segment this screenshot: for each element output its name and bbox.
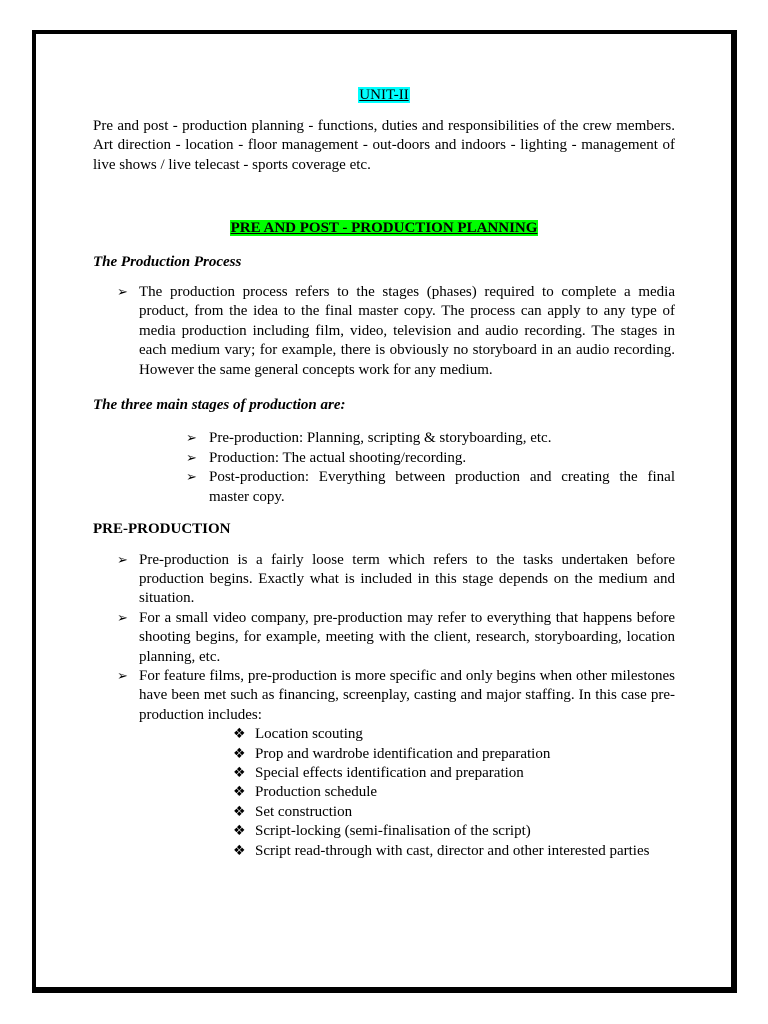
list-item: ❖ Location scouting <box>93 725 675 744</box>
list-item: ❖ Prop and wardrobe identification and preparation <box>93 745 675 764</box>
unit-title: UNIT-II <box>359 87 409 103</box>
arrow-bullet-icon: ➢ <box>117 610 128 626</box>
arrow-bullet-icon: ➢ <box>117 668 128 684</box>
diamond-bullet-icon: ❖ <box>233 842 246 859</box>
list-item: ➢ Production: The actual shooting/recording. <box>93 449 675 468</box>
diamond-bullet-icon: ❖ <box>233 726 246 743</box>
stages-heading: The three main stages of production are: <box>93 397 346 414</box>
list-item: ❖ Special effects identification and preparation <box>93 764 675 783</box>
section-title-row <box>93 219 675 238</box>
production-process-heading: The Production Process <box>93 253 242 270</box>
list-item: ➢ Pre-production is a fairly loose term which refers to the tasks undertaken before production begins. Exactly what is included in this stage depends on the medium and situation. <box>117 551 675 607</box>
pre-production-heading: PRE-PRODUCTION <box>93 521 231 538</box>
list-item: ➢ For a small video company, pre-production may refer to everything that happens before shooting begins, for example, meeting with the client, research, storyboarding, location planning, etc. <box>117 609 675 665</box>
arrow-bullet-icon: ➢ <box>117 285 128 301</box>
diamond-bullet-icon: ❖ <box>233 745 246 762</box>
arrow-bullet-icon: ➢ <box>186 470 197 486</box>
list-item: ➢ For feature films, pre-production is more specific and only begins when other milestones have been met such as financing, screenplay, casting and major staffing. In this case pre-production includes: <box>117 667 675 723</box>
list-item: ❖ Script read-through with cast, director and other interested parties <box>93 842 675 861</box>
diamond-bullet-icon: ❖ <box>233 784 246 801</box>
list-item: ❖ Set construction <box>93 803 675 822</box>
syllabus-paragraph: Pre and post - production planning - functions, duties and responsibilities of the crew members. Art direction - location - floor management - out-doors and indoors - lighting - management of live shows / live telecast - sports coverage etc. <box>93 118 675 173</box>
list-item: ➢ Post-production: Everything between production and creating the final master copy. <box>186 469 675 505</box>
arrow-bullet-icon: ➢ <box>186 431 197 447</box>
stages-list <box>93 429 675 507</box>
arrow-bullet-icon: ➢ <box>186 450 197 466</box>
section-title: PRE AND POST - PRODUCTION PLANNING <box>230 220 538 237</box>
list-item: ❖ Production schedule <box>93 783 675 802</box>
pre-production-sublist <box>93 725 675 861</box>
pre-production-list <box>93 551 675 726</box>
production-process-list <box>93 283 675 380</box>
diamond-bullet-icon: ❖ <box>233 823 246 840</box>
arrow-bullet-icon: ➢ <box>117 552 128 568</box>
diamond-bullet-icon: ❖ <box>233 764 246 781</box>
list-item: ➢ The production process refers to the stages (phases) required to complete a media product, from the idea to the final master copy. The process can apply to any type of media production including film, video, television and audio recording. The stages in each medium vary; for example, there is obviously no storyboard in an audio recording. However the same general concepts work for any medium. <box>117 284 675 378</box>
page-content <box>93 86 675 861</box>
list-item: ❖ Script-locking (semi-finalisation of the script) <box>93 822 675 841</box>
diamond-bullet-icon: ❖ <box>233 803 246 820</box>
list-item: ➢ Pre-production: Planning, scripting & storyboarding, etc. <box>93 429 675 448</box>
unit-title-row <box>93 86 675 105</box>
